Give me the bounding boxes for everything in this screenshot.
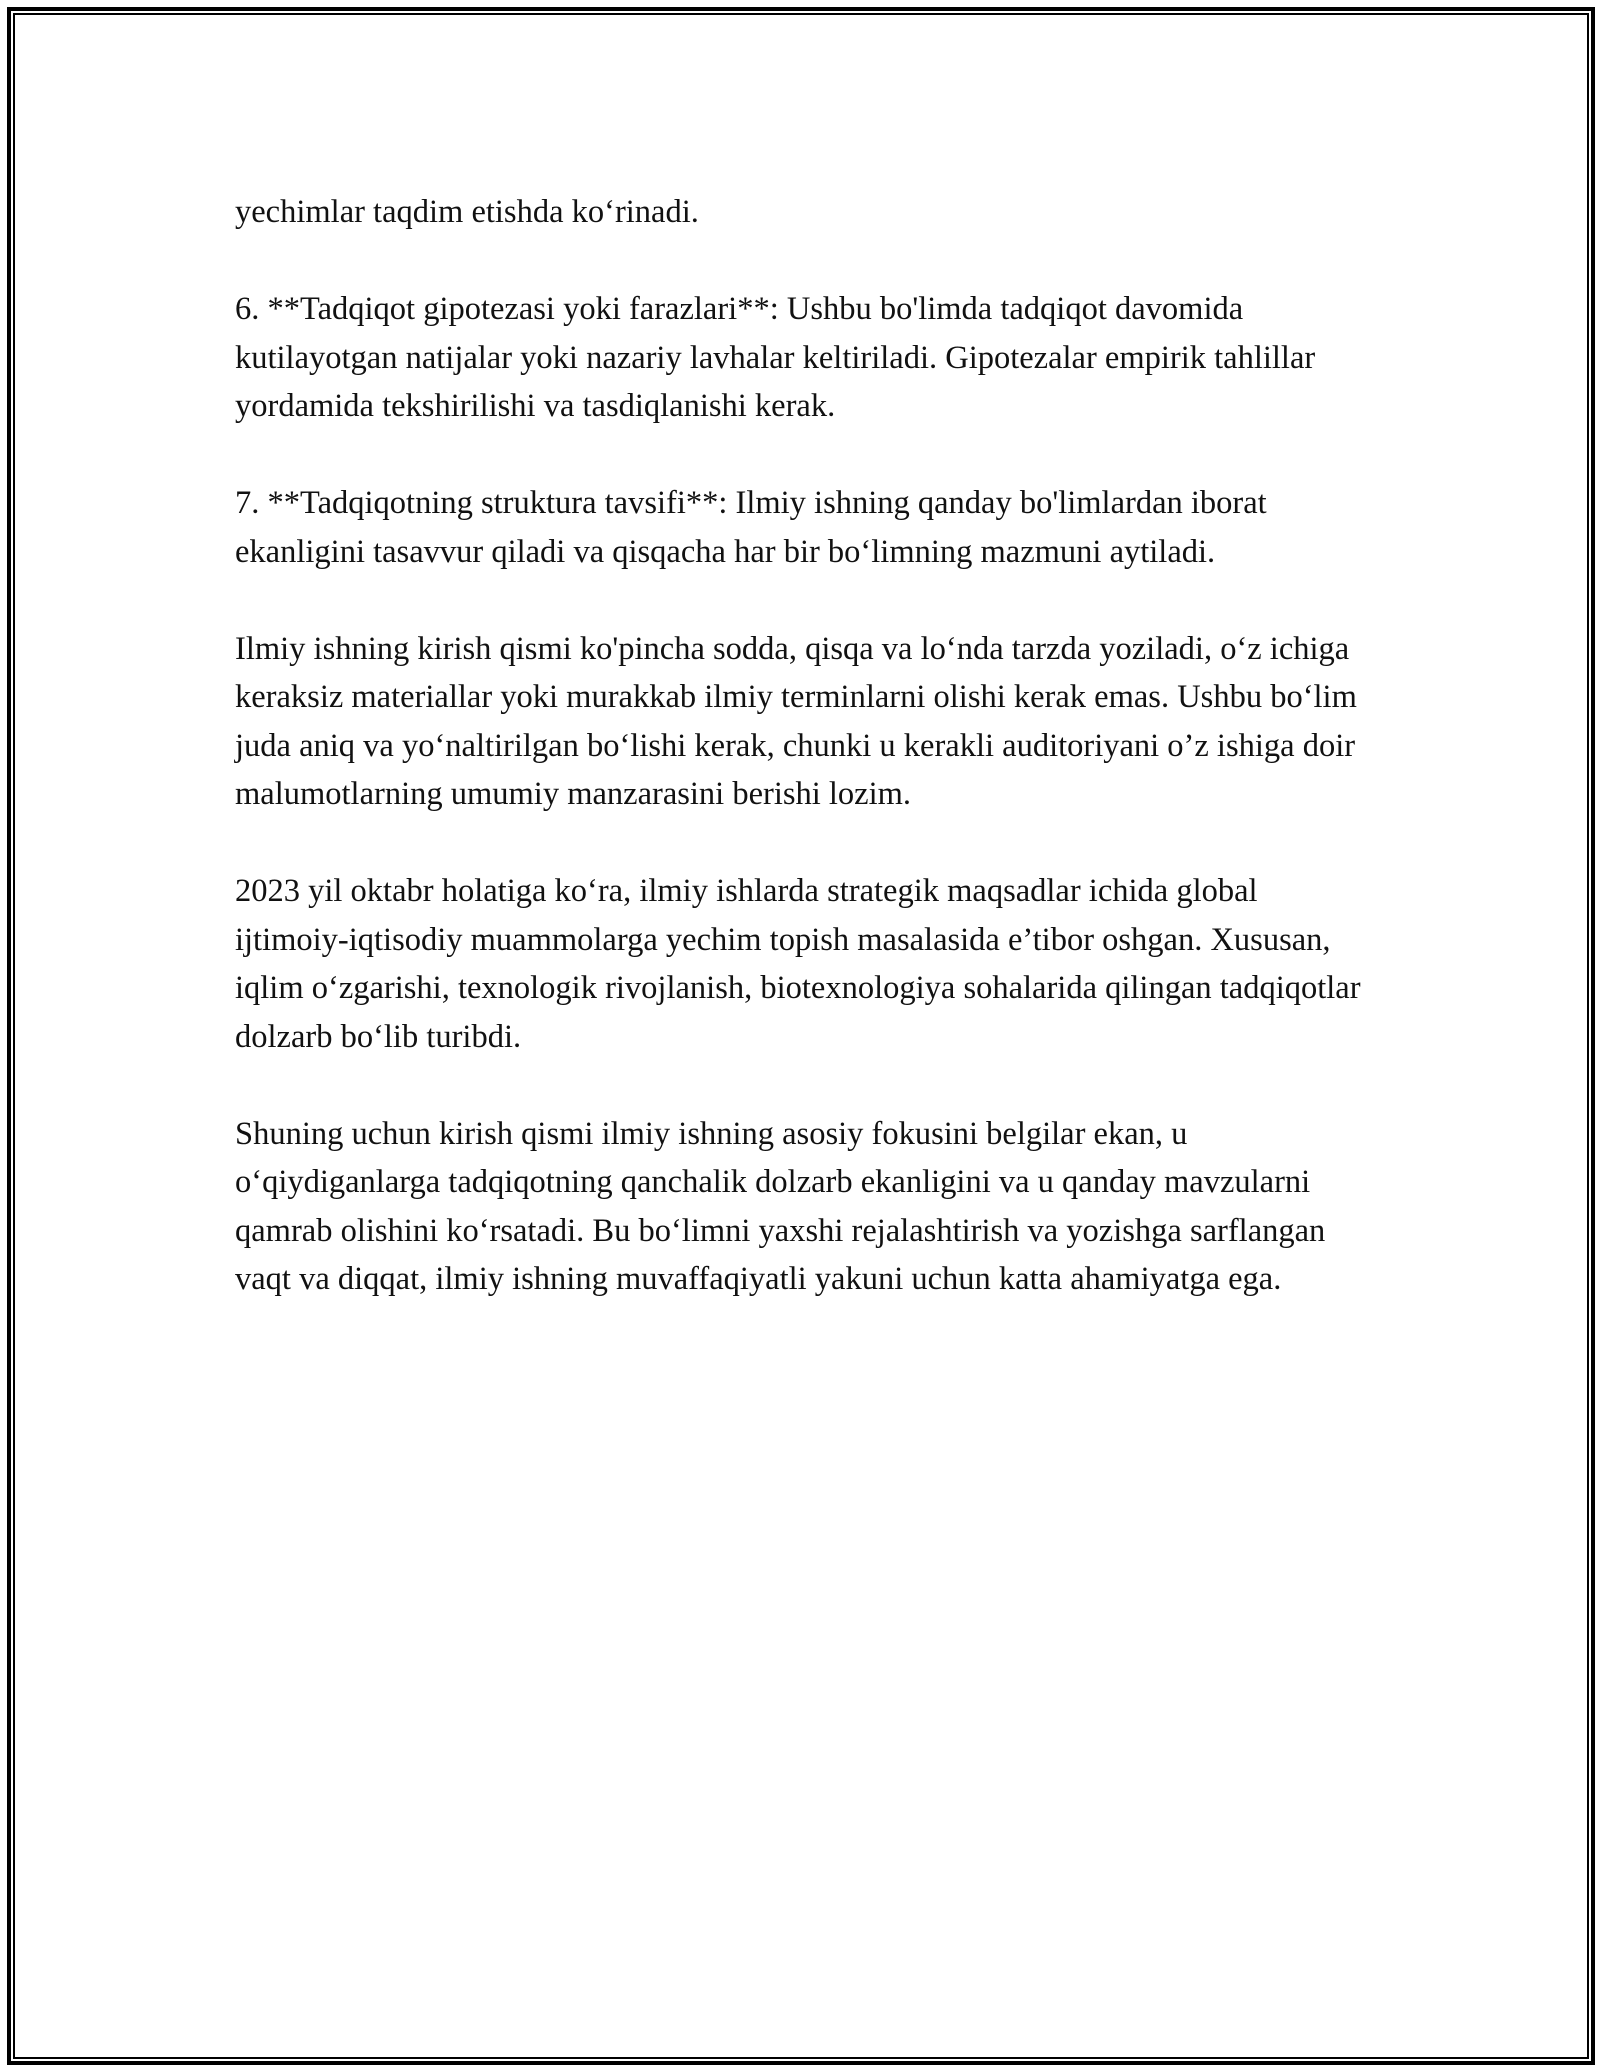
paragraph-2023-context: 2023 yil oktabr holatiga ko‘ra, ilmiy ishlarda strategik maqsadlar ichida global ijtimoiy-iqtisodiy muammolarga yechim topish masalasida e’tibor oshgan. Xususan, iqlim o‘zgarishi, texnologik rivojlanish, biotexnologiya sohalarida qilingan tadqiqotlar dolzarb bo‘lib turibdi. (235, 873, 1369, 1055)
paragraph-introduction-style: Ilmiy ishning kirish qismi ko'pincha sodda, qisqa va lo‘nda tarzda yoziladi, o‘z ichiga keraksiz materiallar yoki murakkab ilmiy terminlarni olishi kerak emas. Ushbu bo‘lim juda aniq va yo‘naltirilgan bo‘lishi kerak, chunki u kerakli auditoriyani o’z ishiga doir malumotlarning umumiy manzarasini berishi lozim. (235, 630, 1365, 812)
document-body (235, 188, 1369, 1304)
paragraph-conclusion: Shuning uchun kirish qismi ilmiy ishning asosiy fokusini belgilar ekan, u o‘qiydiganlarga tadqiqotning qanchalik dolzarb ekanligini va u qanday mavzularni qamrab olishini ko‘rsatadi. Bu bo‘limni yaxshi rejalashtirish va yozishga sarflangan vaqt va diqqat, ilmiy ishning muvaffaqiyatli yakuni uchun katta ahamiyatga ega. (235, 1115, 1334, 1297)
paragraph-continuation: yechimlar taqdim etishda ko‘rinadi. (235, 194, 699, 230)
paragraph-hypothesis: 6. **Tadqiqot gipotezasi yoki farazlari**: Ushbu bo'limda tadqiqot davomida kutilayotgan natijalar yoki nazariy lavhalar keltiriladi. Gipotezalar empirik tahlillar yordamida tekshirilishi va tasdiqlanishi kerak. (235, 291, 1324, 424)
paragraph-structure: 7. **Tadqiqotning struktura tavsifi**: Ilmiy ishning qanday bo'limlardan iborat ekanligini tasavvur qiladi va qisqacha har bir bo‘limning mazmuni aytiladi. (235, 485, 1275, 570)
